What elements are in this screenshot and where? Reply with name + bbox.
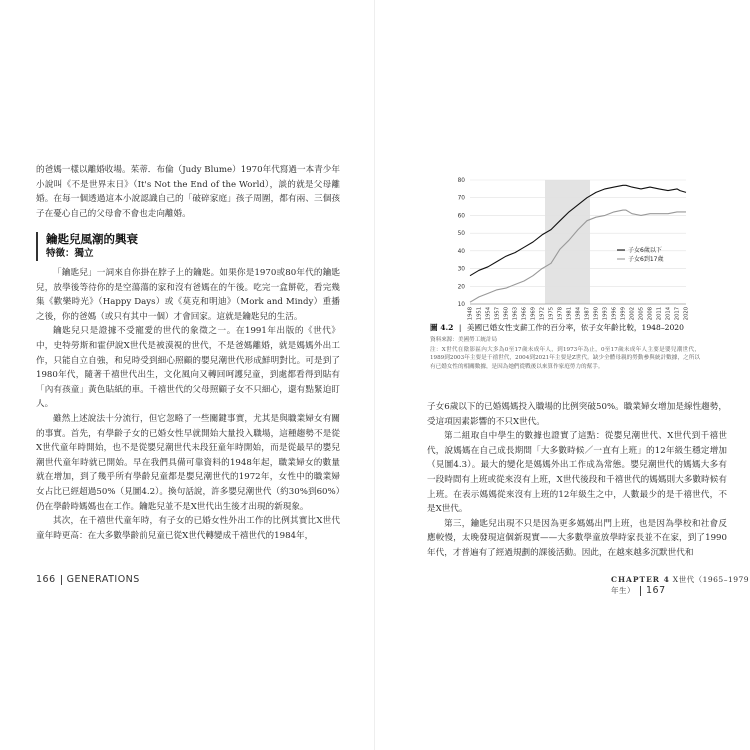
y-tick-label-0: 10	[457, 302, 465, 308]
left-paragraph-4: 雖然上述說法十分流行，但它忽略了一些關鍵事實，尤其是與職業婦女有關的事實。首先，有學齡子女的已婚女性早就開始大量投入職場，這種趨勢不是從X世代童年時開始，也不是從嬰兒潮世代未段狂童年時開始，而是從最早的嬰兒潮世代童年時就已開始。早在我們具備可靠資料的1948年起，職業婦女的數量就在增加，到了幾乎所有學齡兒童都是嬰兒潮世代的1972年，女性中的職業婦女占比已經超過50%（見圖4.2）。換句話說，許多嬰兒潮世代（約30%到60%）仍在學齡時媽媽也在工作。鑰匙兒並不是X世代出生後才出現的新現象。	[36, 413, 340, 512]
folio-divider-right	[640, 586, 641, 596]
left-text-block-main	[36, 266, 340, 543]
right-paragraph-1: 子女6歲以下的已婚媽媽投入職場的比例突破50%。職業婦女增加是線性趨勢，受這項因素影響的不只X世代。	[427, 402, 727, 427]
chart-legend	[617, 246, 663, 263]
x-tick-label-7: 1969	[530, 307, 537, 320]
right-paragraph-3: 第三，鑰匙兒出現不只是因為更多媽媽出門上班，也是因為學校和社會反應較慢，太晚發現這個新現實——大多數學童放學時家長並不在家，到了1990年代，才普遍有了經過規劃的課後活動。因此，在越來越多沉默世代和	[427, 518, 727, 558]
figure-caption: 圖 4.2 | 美國已婚女性支薪工作的百分率，依子女年齡比較，1948–2020	[430, 323, 684, 332]
x-tick-label-8: 1972	[539, 307, 546, 320]
section-heading	[36, 232, 346, 261]
x-tick-label-2: 1954	[485, 307, 492, 320]
left-running-head: GENERATIONS	[66, 574, 140, 585]
x-tick-label-14: 1990	[593, 307, 600, 320]
y-tick-label-2: 30	[457, 266, 465, 273]
right-page	[375, 0, 750, 750]
x-tick-label-18: 2002	[629, 307, 636, 320]
x-tick-label-23: 2017	[674, 307, 681, 320]
left-paragraph-3: 鑰匙兒只是證據不受寵愛的世代的象徵之一。在1991年出版的《世代》中，史特勞斯和霍伊說X世代是被漠視的世代，不是爸媽離婚，就是媽媽外出工作，只能自立自強，和兒時受到細心照顧的嬰兒潮世代形成鮮明對比。可是到了1980年代，隨著千禧世代出生，文化風向又轉回呵護兒童，到處都看得到貼有「內有孩童」黃色貼紙的車。千禧世代的父母照顧子女不只細心，還有點緊迫盯人。	[36, 326, 340, 410]
legend-label-1: 子女6到17歲	[628, 256, 664, 263]
y-tick-label-6: 70	[457, 195, 465, 202]
x-tick-label-4: 1960	[503, 307, 510, 320]
left-text-block-top	[36, 163, 340, 221]
x-tick-label-0: 1948	[467, 307, 474, 320]
x-tick-label-20: 2008	[647, 307, 654, 320]
y-tick-label-7: 80	[457, 178, 465, 184]
figure-caption-label: 圖 4.2	[430, 323, 454, 332]
left-paragraph-2: 「鑰匙兒」一詞來自你掛在脖子上的鑰匙。如果你是1970或80年代的鑰匙兒，放學後等待你的是空蕩蕩的家和沒有爸媽在的午後。吃完一盒餅乾，看完幾集《歡樂時光》（Happy Days）或《莫克和明迪》（Mork and Mindy）重播之後，你的爸媽（或只有其中一個）才會回家。這就是鑰匙兒的生活。	[36, 268, 340, 322]
section-title: 鑰匙兒風潮的興衰	[46, 232, 138, 246]
x-tick-label-13: 1987	[584, 307, 591, 320]
x-tick-label-6: 1966	[521, 307, 528, 320]
x-tick-label-24: 2020	[683, 307, 690, 320]
x-tick-label-15: 1993	[602, 307, 609, 320]
y-tick-label-1: 20	[457, 284, 465, 291]
legend-label-0: 子女6歲以下	[628, 247, 662, 254]
x-tick-label-1: 1951	[476, 307, 483, 320]
left-paragraph-1: 的爸媽一樣以離婚收場。茱蒂．布倫（Judy Blume）1970年代寫過一本青少年小說叫《不是世界末日》（It's Not the End of the World），談的就是父母離婚。在每一個透過這本小說認識自己的「破碎家庭」孩子周圍，都有兩、三個孩子在憂心自己的父母會不會也走向離婚。	[36, 165, 340, 219]
figure-source: 資料來源：美國勞工統計局	[430, 337, 498, 343]
right-running-head: X世代（1965–1979 年生）	[611, 575, 750, 595]
left-folio	[36, 574, 140, 585]
y-tick-label-4: 50	[457, 231, 465, 238]
x-tick-label-11: 1981	[566, 307, 573, 320]
y-tick-label-3: 40	[457, 248, 465, 255]
figure-4-2-chart	[420, 170, 700, 320]
right-paragraph-2: 第二組取自中學生的數據也證實了這點：從嬰兒潮世代、X世代到千禧世代，說媽媽在自己成長期間「大多數時候／一直有上班」的12年級生穩定增加（見圖4.3）。最大的變化是媽媽外出工作成為常態。嬰兒潮世代的媽媽大多有一段時間有上班或從來沒有上班，X世代後段和千禧世代的媽媽則大多數時候有上班。在表示媽媽從來沒有上班的12年級生之中，人數最少的是千禧世代，不是X世代。	[427, 431, 727, 515]
x-tick-label-9: 1975	[548, 307, 555, 320]
folio-divider	[61, 575, 62, 585]
x-tick-label-3: 1957	[494, 307, 501, 320]
right-folio	[611, 574, 750, 596]
y-tick-label-5: 60	[457, 213, 465, 220]
x-tick-label-17: 1999	[620, 307, 627, 320]
x-tick-label-12: 1984	[575, 307, 582, 320]
figure-notes: 注：X世代在陰影區內大多為0至17歲未成年人，到1973年為止，0至17歲未成年人主要是嬰兒潮世代，1989到2003年主要是千禧世代，2004到2021年主要是Z世代。缺少全體母親的勞動參與統計數據，之所以有已婚女性的相關數據，是因為她們從戰後以來算作家庭勞力的幫手。	[430, 347, 700, 370]
left-page-number: 166	[36, 574, 56, 585]
x-tick-label-16: 1996	[611, 307, 618, 320]
x-tick-label-10: 1978	[557, 307, 564, 320]
right-page-number: 167	[646, 585, 666, 596]
x-tick-label-22: 2014	[665, 307, 672, 320]
section-subtitle: 特徵：獨立	[46, 248, 94, 259]
x-tick-label-5: 1963	[512, 307, 519, 320]
figure-caption-text: 美國已婚女性支薪工作的百分率，依子女年齡比較，1948–2020	[466, 323, 684, 332]
x-tick-label-21: 2011	[656, 307, 663, 320]
right-chapter-label: CHAPTER 4	[611, 575, 670, 584]
left-paragraph-5: 其次，在千禧世代童年時，有子女的已婚女性外出工作的比例其實比X世代童年時更高：在大多數學齡前兒童已從X世代轉變成千禧世代的1984年，	[36, 516, 340, 541]
x-tick-label-19: 2005	[638, 307, 645, 320]
right-text-block	[427, 400, 727, 561]
